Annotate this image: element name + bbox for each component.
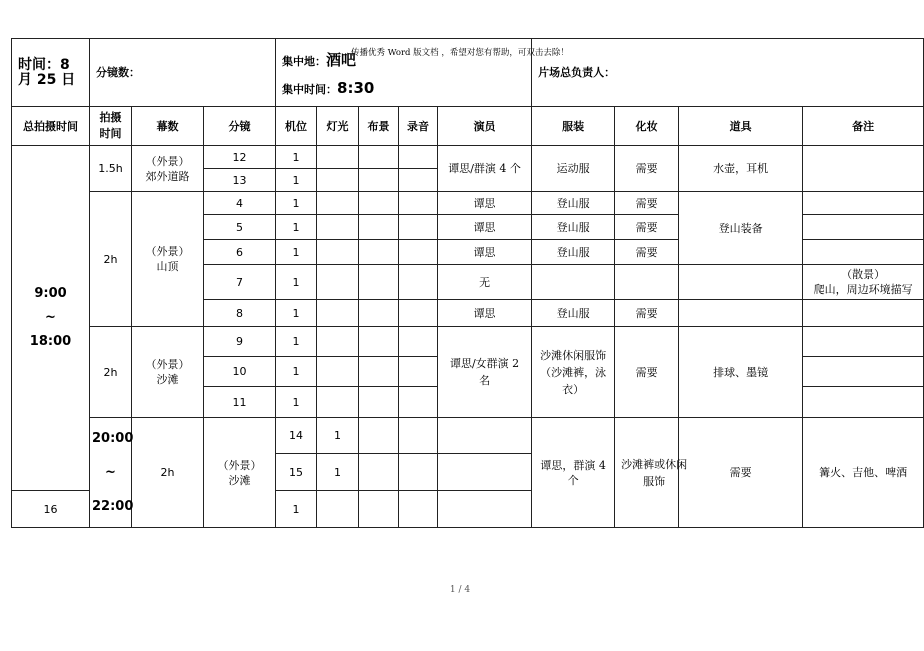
table-row <box>12 327 924 357</box>
costume-cell: 登山服 <box>532 192 615 215</box>
page-number: 1 / 4 <box>449 585 471 595</box>
gather-cell <box>276 39 532 107</box>
word-doc-notice: 传播优秀 Word 版文档 ，希望对您有帮助，可双击去除！ <box>351 48 569 58</box>
header-sound: 录音 <box>399 107 438 146</box>
shot-number: 11 <box>204 387 276 418</box>
manager-label: 片场总负责人： <box>538 66 616 79</box>
shot-number: 8 <box>204 300 276 327</box>
costume-cell: 登山服 <box>532 215 615 240</box>
costume-cell <box>532 265 615 300</box>
shot-number: 13 <box>204 169 276 192</box>
camera-number: 1 <box>276 215 317 240</box>
date-cell <box>12 39 90 107</box>
camera-number: 1 <box>317 454 359 491</box>
scene3-duration: 2h <box>90 327 132 418</box>
table-row <box>12 418 924 454</box>
scene3-actors: 谭思/女群演 2 名 <box>438 327 532 418</box>
actor-cell: 谭思 <box>438 192 532 215</box>
camera-number: 1 <box>276 327 317 357</box>
makeup-cell: 需要 <box>615 240 679 265</box>
camera-number: 1 <box>276 491 317 528</box>
block2-duration: 2h <box>132 418 204 528</box>
gather-time-label: 集中时间： <box>282 82 338 96</box>
header-actors: 演员 <box>438 107 532 146</box>
header-total-time: 总拍摄时间 <box>12 107 90 146</box>
actor-cell: 无 <box>438 265 532 300</box>
shot-number: 7 <box>204 265 276 300</box>
shot-number: 10 <box>204 357 276 387</box>
storyboard-count-cell <box>90 39 276 107</box>
header-notes: 备注 <box>803 107 924 146</box>
scene3-costume: 沙滩休闲服饰（沙滩裤，泳衣） <box>532 327 615 418</box>
scene3-props: 排球、墨镜 <box>679 327 803 418</box>
header-scene: 幕数 <box>132 107 204 146</box>
block2-location: （外景） 沙滩 <box>204 418 276 528</box>
scene1-actors: 谭思/群演 4 个 <box>438 146 532 192</box>
block2-costume: 沙滩裤或休闲服饰 <box>615 418 679 528</box>
shot-number: 9 <box>204 327 276 357</box>
costume-cell: 登山服 <box>532 300 615 327</box>
shot-number: 4 <box>204 192 276 215</box>
actor-cell: 谭思 <box>438 215 532 240</box>
camera-number: 1 <box>276 265 317 300</box>
header-props: 道具 <box>679 107 803 146</box>
camera-number: 1 <box>276 240 317 265</box>
gather-time: 8:30 <box>337 78 375 97</box>
scene2-props: 登山装备 <box>679 192 803 265</box>
table-row <box>12 192 924 215</box>
shot-number: 6 <box>204 240 276 265</box>
table-row <box>12 146 924 169</box>
scene1-location: （外景） 郊外道路 <box>132 146 204 192</box>
makeup-cell <box>615 265 679 300</box>
camera-number: 1 <box>276 169 317 192</box>
header-row <box>12 107 924 146</box>
header-shoot-time: 拍摄时间 <box>90 107 132 146</box>
scene3-makeup: 需要 <box>615 327 679 418</box>
scene1-duration: 1.5h <box>90 146 132 192</box>
info-row <box>12 39 924 107</box>
shot-number: 15 <box>276 454 317 491</box>
camera-number: 1 <box>276 387 317 418</box>
camera-number: 1 <box>276 192 317 215</box>
scene1-props: 水壶，耳机 <box>679 146 803 192</box>
scene3-location: （外景） 沙滩 <box>132 327 204 418</box>
scene1-makeup: 需要 <box>615 146 679 192</box>
time-range-night: 20:00 ~ 22:00 <box>90 418 132 528</box>
makeup-cell: 需要 <box>615 215 679 240</box>
actor-cell: 谭思 <box>438 240 532 265</box>
header-set: 布景 <box>359 107 399 146</box>
block2-actors: 谭思，群演 4 个 <box>532 418 615 528</box>
shoot-date: 8 月 25 日 <box>18 56 76 88</box>
camera-number: 1 <box>317 418 359 454</box>
header-camera: 机位 <box>276 107 317 146</box>
camera-number: 1 <box>276 146 317 169</box>
makeup-cell: 需要 <box>615 300 679 327</box>
shot-number: 12 <box>204 146 276 169</box>
gather-place-label: 集中地： <box>282 54 327 68</box>
header-shot: 分镜 <box>204 107 276 146</box>
block2-makeup: 需要 <box>679 418 803 528</box>
scene2-note: （散景） 爬山，周边环境描写 <box>803 265 924 300</box>
camera-number: 1 <box>276 300 317 327</box>
time-label: 时间： <box>18 56 60 73</box>
scene2-duration: 2h <box>90 192 132 327</box>
gather-place: 酒吧 <box>326 50 357 69</box>
camera-number: 1 <box>276 357 317 387</box>
shooting-schedule-table <box>11 38 924 528</box>
scene1-costume: 运动服 <box>532 146 615 192</box>
shot-number: 14 <box>276 418 317 454</box>
manager-cell <box>532 39 924 107</box>
time-range-day: 9:00 ~ 18:00 <box>12 146 90 491</box>
header-makeup: 化妆 <box>615 107 679 146</box>
header-costume: 服装 <box>532 107 615 146</box>
shot-number: 16 <box>12 491 90 528</box>
costume-cell: 登山服 <box>532 240 615 265</box>
header-lighting: 灯光 <box>317 107 359 146</box>
storyboard-count-label: 分镜数： <box>96 66 140 79</box>
scene2-location: （外景） 山顶 <box>132 192 204 327</box>
makeup-cell: 需要 <box>615 192 679 215</box>
actor-cell: 谭思 <box>438 300 532 327</box>
shot-number: 5 <box>204 215 276 240</box>
block2-props: 篝火、吉他、啤酒 <box>803 418 924 528</box>
